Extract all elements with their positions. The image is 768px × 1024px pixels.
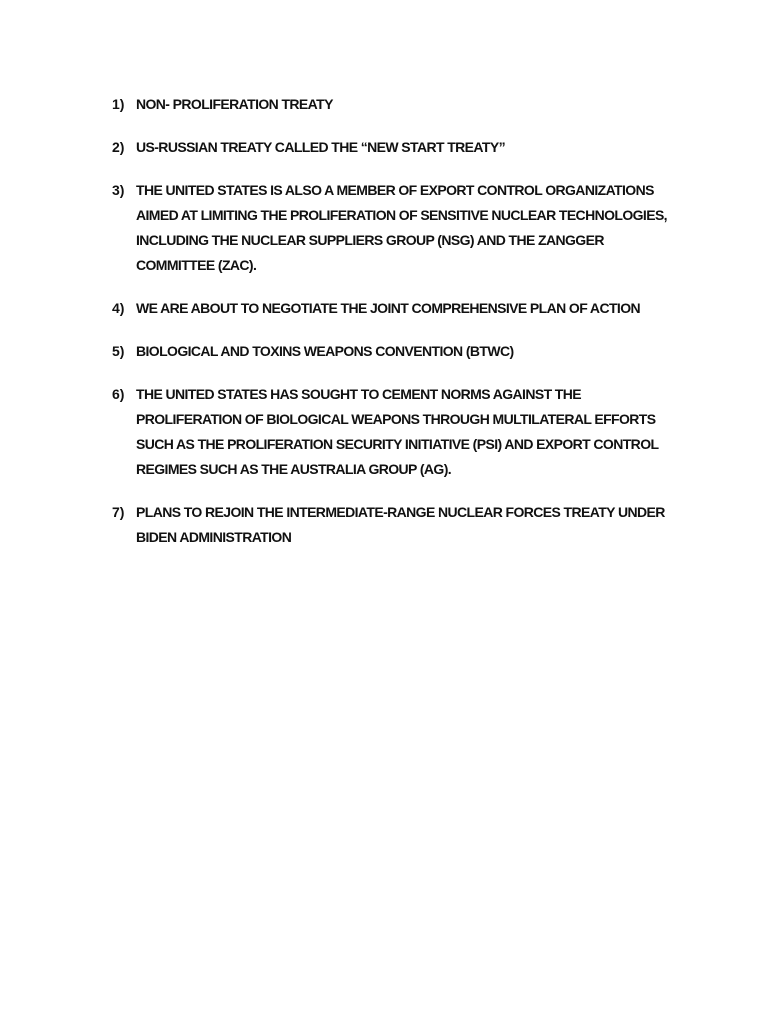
list-item-text: PLANS TO REJOIN THE INTERMEDIATE-RANGE NUCLEAR FORCES TREATY UNDER BIDEN ADMINISTRATION — [136, 504, 665, 545]
list-item-number: 4) — [112, 300, 125, 316]
list-item — [112, 296, 672, 321]
list-item-text: NON- PROLIFERATION TREATY — [136, 96, 333, 112]
list-item — [112, 382, 672, 482]
list-item-text: THE UNITED STATES IS ALSO A MEMBER OF EXPORT CONTROL ORGANIZATIONS AIMED AT LIMITING THE PROLIFERATION OF SENSITIVE NUCLEAR TECHNOLOGIES, INCLUDING THE NUCLEAR SUPPLIERS GROUP (NSG) AND THE ZANGGER COMMITTEE (ZAC). — [136, 182, 667, 273]
list-item-text: BIOLOGICAL AND TOXINS WEAPONS CONVENTION (BTWC) — [136, 343, 514, 359]
list-item-number: 1) — [112, 96, 125, 112]
list-item-number: 2) — [112, 139, 125, 155]
list-item-text: WE ARE ABOUT TO NEGOTIATE THE JOINT COMPREHENSIVE PLAN OF ACTION — [136, 300, 640, 316]
list-item — [112, 135, 672, 160]
list-item — [112, 92, 672, 117]
list-item-text: THE UNITED STATES HAS SOUGHT TO CEMENT NORMS AGAINST THE PROLIFERATION OF BIOLOGICAL WEAPONS THROUGH MULTILATERAL EFFORTS SUCH AS THE PROLIFERATION SECURITY INITIATIVE (PSI) AND EXPORT CONTROL REGIMES SUCH AS THE AUSTRALIA GROUP (AG). — [136, 386, 659, 477]
numbered-list — [112, 92, 672, 568]
list-item-number: 6) — [112, 386, 125, 402]
list-item-text: US-RUSSIAN TREATY CALLED THE “NEW START TREATY” — [136, 139, 505, 155]
list-item — [112, 339, 672, 364]
list-item — [112, 178, 672, 278]
list-item-number: 3) — [112, 182, 125, 198]
list-item — [112, 500, 672, 550]
list-item-number: 5) — [112, 343, 125, 359]
list-item-number: 7) — [112, 504, 125, 520]
